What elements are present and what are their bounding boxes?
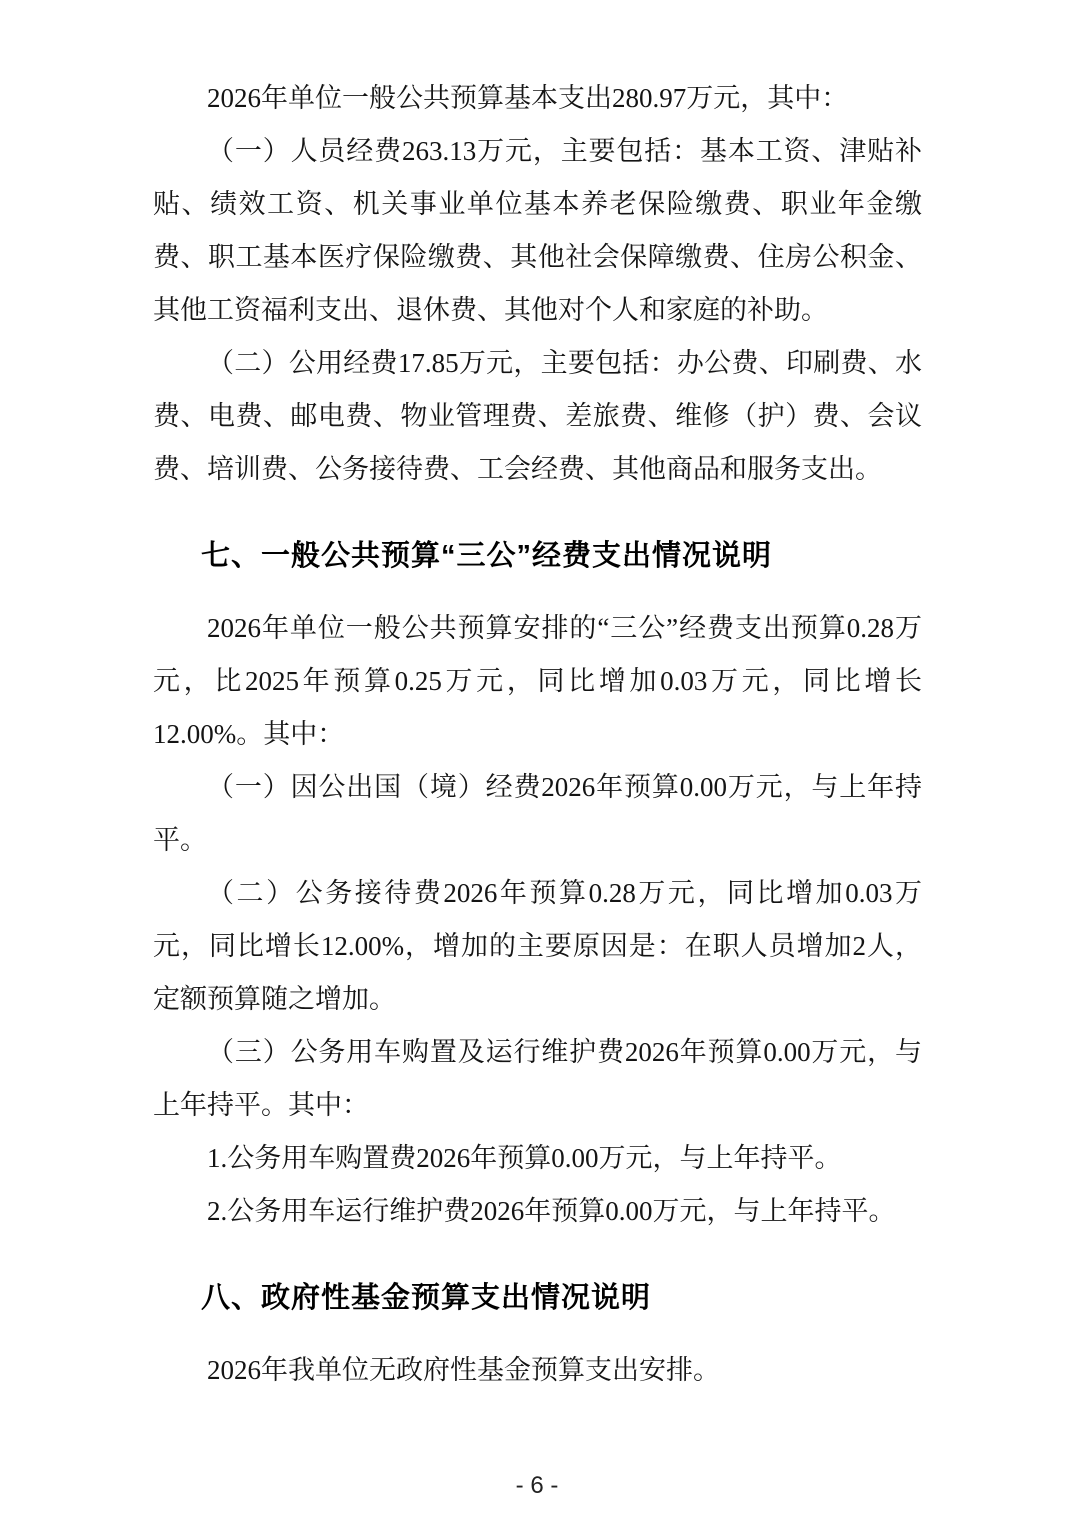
- paragraph-no-government-fund-budget: 2026年我单位无政府性基金预算支出安排。: [207, 1355, 720, 1385]
- paragraph-three-public-budget-summary: 2026年单位一般公共预算安排的“三公”经费支出预算0.28万元，比2025年预算0.25万元，同比增加0.03万元，同比增长12.00%。其中：: [153, 613, 922, 749]
- paragraph-public-expenses: （二）公用经费17.85万元，主要包括：办公费、印刷费、水费、电费、邮电费、物业管理费、差旅费、维修（护）费、会议费、培训费、公务接待费、工会经费、其他商品和服务支出。: [153, 348, 922, 484]
- heading-section-7-three-public-funds: 七、一般公共预算“三公”经费支出情况说明: [201, 540, 773, 572]
- paragraph-vehicle-operation-expense: 2.公务用车运行维护费2026年预算0.00万元，与上年持平。: [207, 1196, 896, 1226]
- paragraph-overseas-travel-expense: （一）因公出国（境）经费2026年预算0.00万元，与上年持平。: [153, 772, 922, 855]
- paragraph-vehicle-purchase-expense: 1.公务用车购置费2026年预算0.00万元，与上年持平。: [207, 1143, 842, 1173]
- paragraph-basic-expenditure-total: 2026年单位一般公共预算基本支出280.97万元，其中：: [207, 83, 849, 113]
- document-content: [153, 72, 922, 1397]
- paragraph-official-reception-expense: （二）公务接待费2026年预算0.28万元，同比增加0.03万元，同比增长12.00%，增加的主要原因是：在职人员增加2人，定额预算随之增加。: [153, 878, 922, 1014]
- paragraph-personnel-expenses: （一）人员经费263.13万元，主要包括：基本工资、津贴补贴、绩效工资、机关事业单位基本养老保险缴费、职业年金缴费、职工基本医疗保险缴费、其他社会保障缴费、住房公积金、其他工资福利支出、退休费、其他对个人和家庭的补助。: [153, 136, 922, 325]
- paragraph-official-vehicle-expense: （三）公务用车购置及运行维护费2026年预算0.00万元，与上年持平。其中：: [153, 1037, 922, 1120]
- heading-section-8-government-fund: 八、政府性基金预算支出情况说明: [201, 1282, 652, 1314]
- page-number: - 6 -: [515, 1472, 559, 1499]
